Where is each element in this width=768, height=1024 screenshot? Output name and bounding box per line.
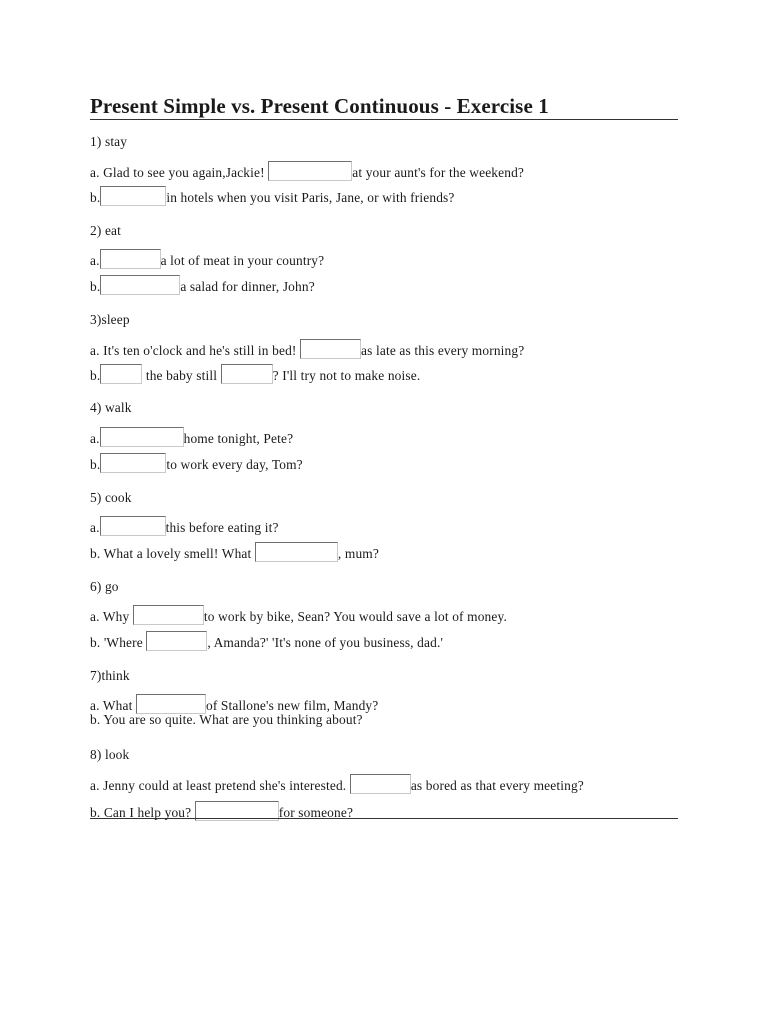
answer-input-3a[interactable] bbox=[300, 339, 361, 359]
sentence-text: a lot of meat in your country? bbox=[160, 253, 325, 268]
sentence-text: in hotels when you visit Paris, Jane, or with friends? bbox=[166, 190, 455, 205]
title-divider bbox=[90, 119, 678, 120]
item-label: b. bbox=[90, 805, 101, 820]
question-6-verb: 6) go bbox=[90, 579, 119, 594]
sentence-text: ? I'll try not to make noise. bbox=[272, 368, 421, 383]
sentence-text: Jenny could at least pretend she's interested. bbox=[103, 778, 347, 793]
question-6b bbox=[90, 631, 443, 651]
question-4-verb: 4) walk bbox=[90, 400, 132, 415]
answer-input-6a[interactable] bbox=[133, 605, 204, 625]
item-label: a. bbox=[90, 253, 100, 268]
question-4a bbox=[90, 427, 293, 447]
sentence-text: for someone? bbox=[278, 805, 354, 820]
sentence-text: at your aunt's for the weekend? bbox=[352, 165, 525, 180]
sentence-text: , Amanda?' 'It's none of you business, dad.' bbox=[207, 635, 444, 650]
answer-input-2b[interactable] bbox=[100, 275, 180, 295]
answer-input-3b-2[interactable] bbox=[221, 364, 273, 384]
answer-input-1a[interactable] bbox=[268, 161, 352, 181]
question-1b bbox=[90, 186, 455, 206]
sentence-text: the baby still bbox=[145, 368, 218, 383]
question-1-verb: 1) stay bbox=[90, 134, 128, 149]
question-5-verb: 5) cook bbox=[90, 490, 132, 505]
question-3a bbox=[90, 339, 524, 359]
question-7a bbox=[90, 694, 378, 714]
question-8a bbox=[90, 774, 584, 794]
sentence-text: Why bbox=[102, 609, 130, 624]
question-2-verb: 2) eat bbox=[90, 223, 122, 238]
sentence-text: to work every day, Tom? bbox=[166, 457, 303, 472]
answer-input-2a[interactable] bbox=[100, 249, 161, 269]
page-title: Present Simple vs. Present Continuous - Exercise 1 bbox=[90, 94, 549, 118]
question-5a bbox=[90, 516, 279, 536]
answer-input-5b[interactable] bbox=[255, 542, 338, 562]
sentence-text: of Stallone's new film, Mandy? bbox=[205, 698, 379, 713]
answer-input-6b[interactable] bbox=[146, 631, 207, 651]
sentence-text: , mum? bbox=[337, 546, 379, 561]
item-label: a. bbox=[90, 698, 100, 713]
sentence-text: as late as this every morning? bbox=[361, 343, 525, 358]
answer-input-8a[interactable] bbox=[350, 774, 411, 794]
question-6a bbox=[90, 605, 507, 625]
sentence-text: this before eating it? bbox=[165, 520, 279, 535]
sentence-text: 'Where bbox=[103, 635, 143, 650]
question-8-verb: 8) look bbox=[90, 747, 130, 762]
question-3b bbox=[90, 364, 420, 384]
item-label: b. bbox=[90, 635, 101, 650]
item-label: b. bbox=[90, 457, 101, 472]
question-2a bbox=[90, 249, 324, 269]
item-label: a. bbox=[90, 165, 100, 180]
sentence-text: to work by bike, Sean? You would save a lot of money. bbox=[203, 609, 507, 624]
answer-input-5a[interactable] bbox=[100, 516, 166, 536]
sentence-text: a salad for dinner, John? bbox=[180, 279, 315, 294]
question-7b bbox=[90, 712, 363, 728]
answer-input-4a[interactable] bbox=[100, 427, 184, 447]
item-label: b. bbox=[90, 279, 101, 294]
sentence-text: Can I help you? bbox=[103, 805, 192, 820]
answer-input-1b[interactable] bbox=[100, 186, 166, 206]
question-5b bbox=[90, 542, 379, 562]
sentence-text: as bored as that every meeting? bbox=[410, 778, 584, 793]
sentence-text: home tonight, Pete? bbox=[183, 431, 294, 446]
item-label: b. bbox=[90, 546, 101, 561]
question-4b bbox=[90, 453, 303, 473]
item-label: b. bbox=[90, 190, 101, 205]
question-7-verb: 7)think bbox=[90, 668, 130, 683]
item-label: a. bbox=[90, 431, 100, 446]
item-label: a. bbox=[90, 609, 100, 624]
item-label: a. bbox=[90, 520, 100, 535]
question-2b bbox=[90, 275, 315, 295]
bottom-divider bbox=[90, 818, 678, 819]
sentence-text: You are so quite. What are you thinking about? bbox=[103, 712, 363, 727]
sentence-text: It's ten o'clock and he's still in bed! bbox=[103, 343, 297, 358]
sentence-text: Glad to see you again,Jackie! bbox=[103, 165, 265, 180]
question-1a bbox=[90, 161, 524, 181]
question-3-verb: 3)sleep bbox=[90, 312, 130, 327]
answer-input-7a[interactable] bbox=[136, 694, 206, 714]
item-label: a. bbox=[90, 778, 100, 793]
answer-input-4b[interactable] bbox=[100, 453, 166, 473]
answer-input-3b-1[interactable] bbox=[100, 364, 142, 384]
sentence-text: What a lovely smell! What bbox=[103, 546, 252, 561]
item-label: a. bbox=[90, 343, 100, 358]
item-label: b. bbox=[90, 712, 101, 727]
item-label: b. bbox=[90, 368, 101, 383]
sentence-text: What bbox=[102, 698, 133, 713]
